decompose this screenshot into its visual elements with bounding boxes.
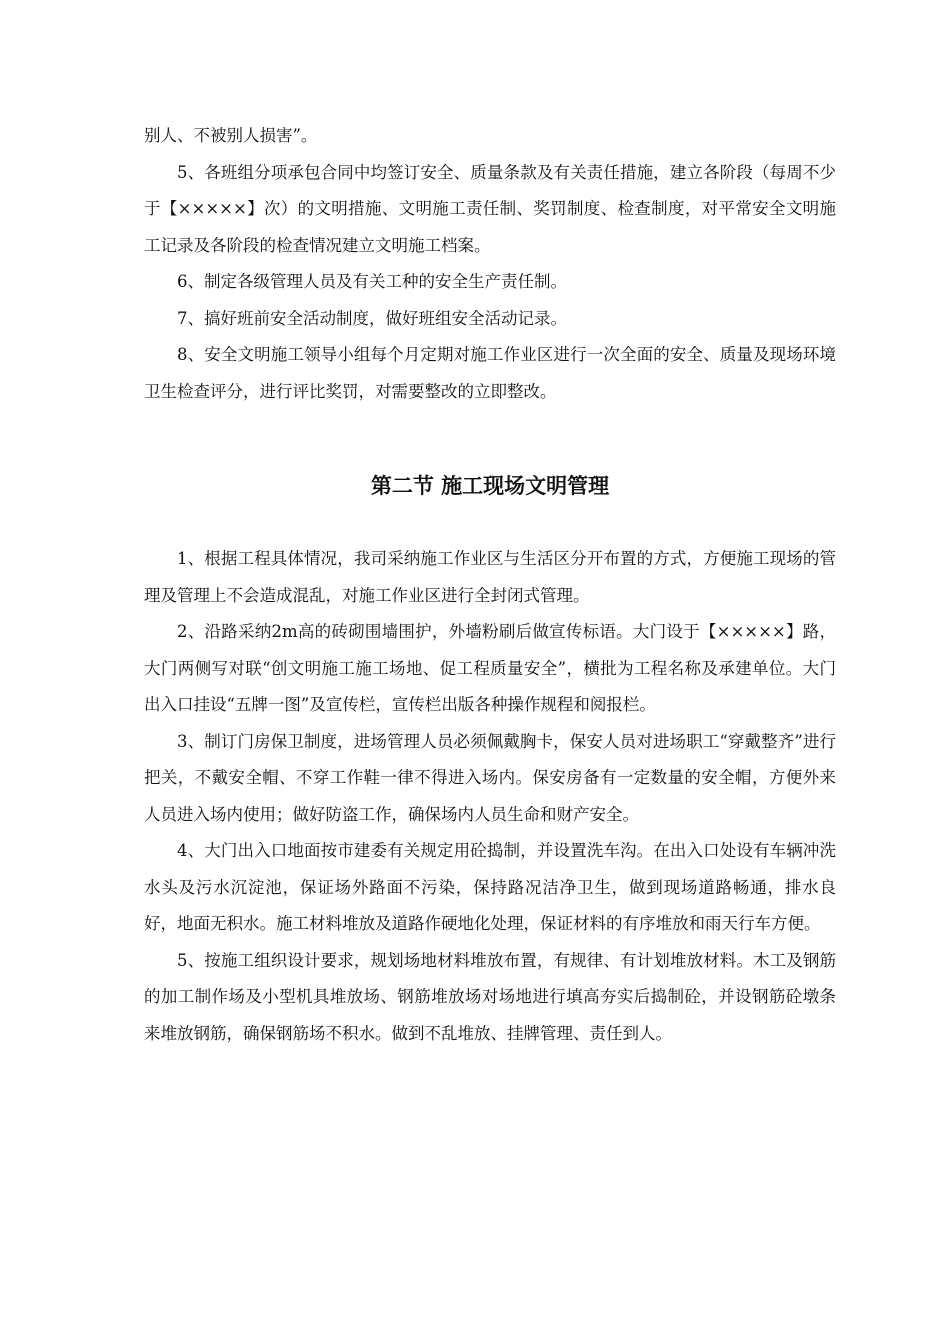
spacer (144, 506, 836, 541)
spacer (144, 410, 836, 466)
paragraph-item-6: 6、制定各级管理人员及有关工种的安全生产责任制。 (177, 272, 567, 291)
paragraph-item-2: 2、沿路采纳2m高的砖砌围墙围护，外墙粉刷后做宣传标语。大门设于【×××××】路，大门两侧写对联“创文明施工施工场地、促工程质量安全”，横批为工程名称及承建单位。大门出入口挂设“五牌一图”及宣传栏，宣传栏出版各种操作规程和阅报栏。 (144, 622, 836, 714)
paragraph-item-5b: 5、按施工组织设计要求，规划场地材料堆放布置，有规律、有计划堆放材料。木工及钢筋的加工制作场及小型机具堆放场、钢筋堆放场对场地进行填高夯实后捣制砼，并设钢筋砼墩条来堆放钢筋，确保钢筋场不积水。做到不乱堆放、挂牌管理、责任到人。 (144, 950, 836, 1043)
section-heading: 第二节 施工现场文明管理 (370, 474, 610, 498)
paragraph-item-5: 5、各班组分项承包合同中均签订安全、质量条款及有关责任措施，建立各阶段（每周不少于【×××××】次）的文明措施、文明施工责任制、奖罚制度、检查制度，对平常安全文明施工记录及各阶段的检查情况建立文明施工档案。 (144, 162, 836, 255)
paragraph-item-3: 3、制订门房保卫制度，进场管理人员必须佩戴胸卡，保安人员对进场职工“穿戴整齐”进行把关，不戴安全帽、不穿工作鞋一律不得进入场内。保安房备有一定数量的安全帽，方便外来人员进入场内使用；做好防盗工作，确保场内人员生命和财产安全。 (144, 731, 836, 824)
paragraph-item-7: 7、搞好班前安全活动制度，做好班组安全活动记录。 (177, 308, 567, 328)
paragraph-item-8: 8、安全文明施工领导小组每个月定期对施工作业区进行一次全面的安全、质量及现场环境卫生检查评分，进行评比奖罚，对需要整改的立即整改。 (144, 345, 836, 401)
paragraph-item-4: 4、大门出入口地面按市建委有关规定用砼捣制，并设置洗车沟。在出入口处设有车辆冲洗水头及污水沉淀池，保证场外路面不污染，保持路况洁净卫生，做到现场道路畅通，排水良好，地面无积水。施工材料堆放及道路作硬地化处理，保证材料的有序堆放和雨天行车方便。 (144, 841, 836, 933)
continued-paragraph: 别人、不被别人损害”。 (144, 126, 318, 145)
paragraph-item-1: 1、根据工程具体情况，我司采纳施工作业区与生活区分开布置的方式，方便施工现场的管理及管理上不会造成混乱，对施工作业区进行全封闭式管理。 (144, 549, 836, 605)
document-body (144, 118, 836, 1052)
